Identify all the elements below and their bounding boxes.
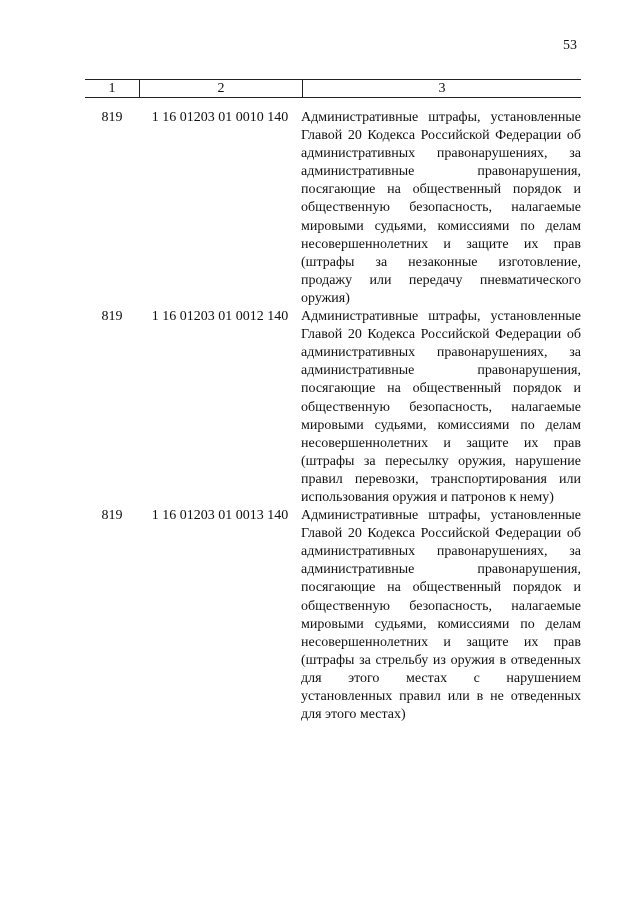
table-row [85,308,581,507]
table-row [85,109,581,308]
description-cell: Административные штрафы, установленные Главой 20 Кодекса Российской Федерации об административных правонарушениях, за административные правонарушения, посягающие на общественный порядок и общественную безопасность, налагаемые мировыми судьями, комиссиями по делам несовершеннолетних и защите их прав (штрафы за пересылку оружия, нарушение правил перевозки, транспортирования или использования оружия и патронов к нему) [301,309,581,505]
description-cell: Административные штрафы, установленные Главой 20 Кодекса Российской Федерации об административных правонарушениях, за административные правонарушения, посягающие на общественный порядок и общественную безопасность, налагаемые мировыми судьями, комиссиями по делам несовершеннолетних и защите их прав (штрафы за незаконные изготовление, продажу или передачу пневматического оружия) [301,110,581,306]
admin-code-cell: 819 [101,309,123,325]
column-header-3: 3 [303,80,582,98]
kbk-code-cell: 1 16 01203 01 0013 140 [151,508,289,524]
table-row [85,507,581,724]
table-header [85,79,581,98]
page-number: 53 [563,38,577,53]
table-body [85,109,581,724]
column-header-1: 1 [85,80,140,98]
kbk-code-cell: 1 16 01203 01 0012 140 [151,309,289,325]
column-header-2: 2 [140,80,303,98]
description-cell: Административные штрафы, установленные Главой 20 Кодекса Российской Федерации об административных правонарушениях, за административные правонарушения, посягающие на общественный порядок и общественную безопасность, налагаемые мировыми судьями, комиссиями по делам несовершеннолетних и защите их прав (штрафы за стрельбу из оружия в отведенных для этого местах с нарушением установленных правил или в не отведенных для этого местах) [301,508,581,723]
kbk-code-cell: 1 16 01203 01 0010 140 [151,110,289,125]
admin-code-cell: 819 [101,508,123,524]
admin-code-cell: 819 [101,110,123,125]
